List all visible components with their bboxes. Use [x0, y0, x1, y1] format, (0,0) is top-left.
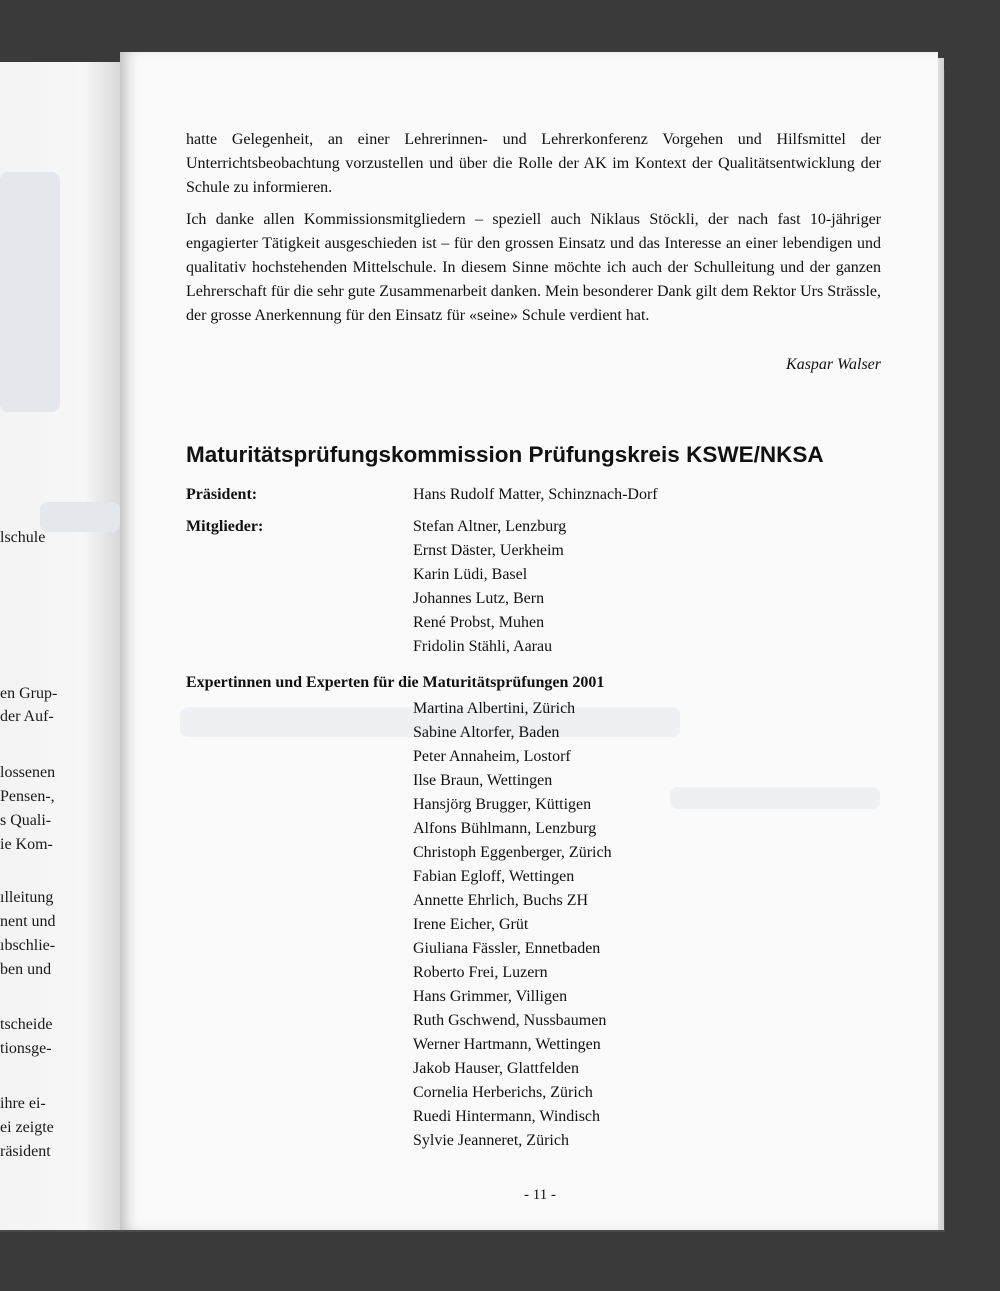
expert-entry: Hans Grimmer, Villigen	[413, 988, 568, 1005]
left-page-fragment: en Grup-	[0, 685, 58, 702]
left-page-bleed-image	[0, 172, 60, 412]
member-entry: René Probst, Muhen	[413, 614, 545, 631]
expert-entry: Annette Ehrlich, Buchs ZH	[413, 892, 589, 909]
expert-entry: Ilse Braun, Wettingen	[413, 772, 553, 789]
left-page-fragment: räsident	[0, 1143, 51, 1160]
expert-entry: Irene Eicher, Grüt	[413, 916, 529, 933]
expert-entry: Giuliana Fässler, Ennetbaden	[413, 940, 601, 957]
expert-entry: Ruedi Hintermann, Windisch	[413, 1108, 601, 1125]
expert-entry: Roberto Frei, Luzern	[413, 964, 548, 981]
scanner-background-bottom	[0, 1232, 1000, 1291]
expert-entry: Fabian Egloff, Wettingen	[413, 868, 575, 885]
left-page-fragment: der Auf-	[0, 708, 54, 725]
left-page-fragment: nent und	[0, 913, 56, 930]
expert-entry: Christoph Eggenberger, Zürich	[413, 844, 612, 861]
expert-entry: Martina Albertini, Zürich	[413, 700, 576, 717]
right-page	[120, 52, 938, 1230]
left-page-fragment: lschule	[0, 529, 46, 546]
left-page-fragment: Pensen-,	[0, 788, 55, 805]
left-page-fragment: s Quali-	[0, 812, 52, 829]
member-entry: Fridolin Stähli, Aarau	[413, 638, 553, 655]
expert-entry: Hansjörg Brugger, Küttigen	[413, 796, 592, 813]
expert-entry: Ruth Gschwend, Nussbaumen	[413, 1012, 607, 1029]
left-page-fragment: ılleitung	[0, 889, 54, 906]
bleed-through-heading	[670, 787, 880, 809]
left-page-fragment: ihre ei-	[0, 1095, 46, 1112]
intro-paragraph-1: hatte Gelegenheit, an einer Lehrerinnen- und Lehrerkonferenz Vorgehen und Hilfsmittel der Unterrichtsbeobachtung vorzustellen und über die Rolle der AK im Kontext der Qualitätsentwicklung der Schule zu informieren.	[186, 131, 881, 196]
expert-entry: Sabine Altorfer, Baden	[413, 724, 560, 741]
left-page-fragment: ıbschlie-	[0, 937, 56, 954]
member-entry: Stefan Altner, Lenzburg	[413, 518, 567, 535]
member-entry: Karin Lüdi, Basel	[413, 566, 528, 583]
expert-entry: Alfons Bühlmann, Lenzburg	[413, 820, 597, 837]
president-name: Hans Rudolf Matter, Schinznach-Dorf	[413, 486, 658, 503]
member-entry: Ernst Däster, Uerkheim	[413, 542, 564, 559]
left-page-fragment: ei zeigte	[0, 1119, 54, 1136]
expert-entry: Sylvie Jeanneret, Zürich	[413, 1132, 569, 1149]
left-page-fragment: tscheide	[0, 1016, 53, 1033]
president-label: Präsident:	[186, 486, 258, 503]
expert-entry: Jakob Hauser, Glattfelden	[413, 1060, 579, 1077]
left-page-fragment: tionsge-	[0, 1040, 52, 1057]
scanner-background-right	[945, 0, 1000, 1291]
signature: Kaspar Walser	[786, 356, 881, 373]
page-number: - 11 -	[524, 1187, 556, 1203]
left-page-fragment: lossenen	[0, 764, 56, 781]
experts-title: Expertinnen und Experten für die Maturitätsprüfungen 2001	[186, 674, 605, 691]
intro-paragraph-2: Ich danke allen Kommissionsmitgliedern – speziell auch Niklaus Stöckli, der nach fast 10-jähriger engagierter Tätigkeit ausgeschieden ist – für den grossen Einsatz und das Interesse an einer lebendigen und qualitativ hochstehenden Mittelschule. In diesem Sinne möchte ich auch der Schulleitung und der ganzen Lehrerschaft für die sehr gute Zusammenarbeit danken. Mein besonderer Dank gilt dem Rektor Urs Strässle, der grosse Anerkennung für den Einsatz für «seine» Schule verdient hat.	[186, 211, 881, 324]
commission-title: Maturitätsprüfungskommission Prüfungskreis KSWE/NKSA	[186, 442, 824, 467]
left-page-fragment: ie Kom-	[0, 836, 53, 853]
expert-entry: Werner Hartmann, Wettingen	[413, 1036, 601, 1053]
left-page	[0, 62, 120, 1230]
left-page-fragment: ben und	[0, 961, 52, 978]
expert-entry: Peter Annaheim, Lostorf	[413, 748, 571, 765]
expert-entry: Cornelia Herberichs, Zürich	[413, 1084, 593, 1101]
member-entry: Johannes Lutz, Bern	[413, 590, 545, 607]
members-label: Mitglieder:	[186, 518, 264, 535]
